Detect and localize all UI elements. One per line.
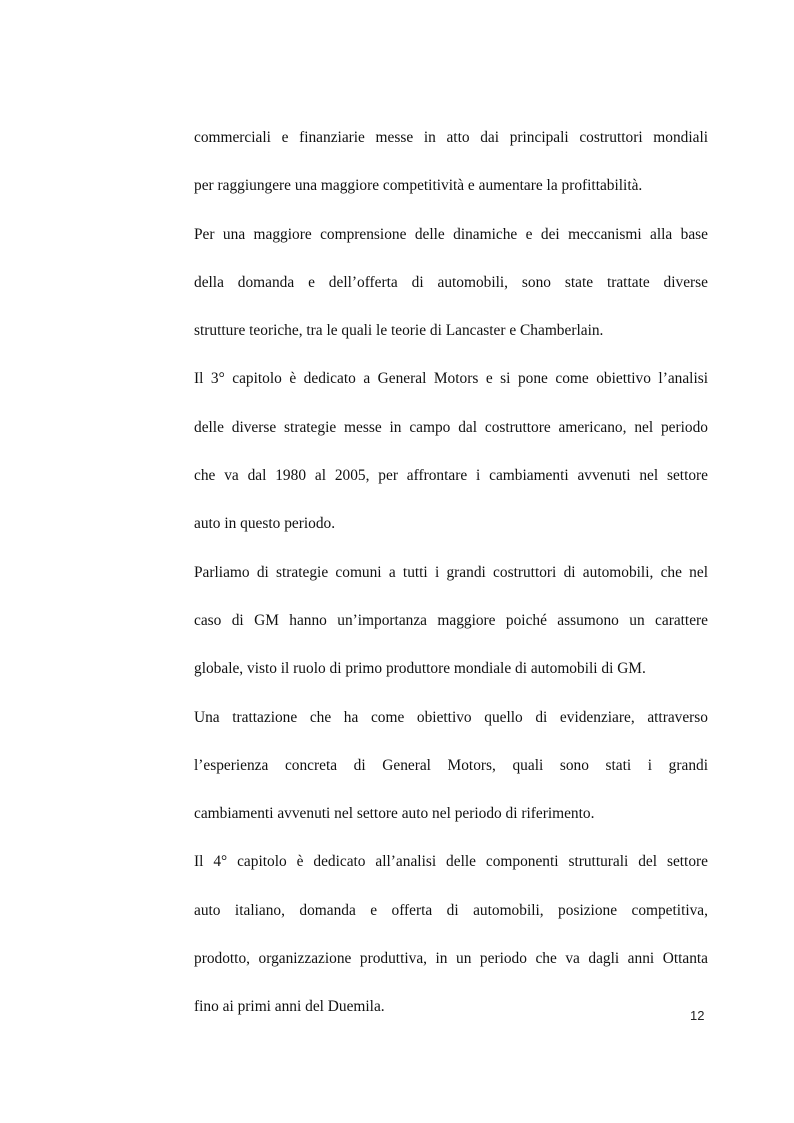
text-line: strutture teoriche, tra le quali le teorie di Lancaster e Chamberlain. <box>194 322 604 340</box>
text-line: per raggiungere una maggiore competitività e aumentare la profittabilità. <box>194 177 643 195</box>
body-text <box>194 114 708 1032</box>
text-line: fino ai primi anni del Duemila. <box>194 998 385 1016</box>
text-line: globale, visto il ruolo di primo produttore mondiale di automobili di GM. <box>194 660 646 678</box>
text-line: auto in questo periodo. <box>194 515 336 533</box>
page-number: 12 <box>690 1008 705 1023</box>
text-line: Una trattazione che ha come obiettivo quello di evidenziare, attraverso <box>194 708 708 726</box>
text-line: Il 4° capitolo è dedicato all’analisi delle componenti strutturali del settore <box>194 853 708 871</box>
text-line: commerciali e finanziarie messe in atto dai principali costruttori mondiali <box>194 129 708 146</box>
text-line: della domanda e dell’offerta di automobili, sono state trattate diverse <box>194 273 708 291</box>
text-line: cambiamenti avvenuti nel settore auto nel periodo di riferimento. <box>194 805 595 823</box>
text-line: Il 3° capitolo è dedicato a General Motors e si pone come obiettivo l’analisi <box>194 370 708 388</box>
text-line: caso di GM hanno un’importanza maggiore poiché assumono un carattere <box>194 611 708 629</box>
text-line: l’esperienza concreta di General Motors, quali sono stati i grandi <box>194 756 708 774</box>
text-line: auto italiano, domanda e offerta di automobili, posizione competitiva, <box>194 901 708 919</box>
text-line: delle diverse strategie messe in campo dal costruttore americano, nel periodo <box>194 418 708 436</box>
text-line: prodotto, organizzazione produttiva, in un periodo che va dagli anni Ottanta <box>194 950 708 968</box>
text-line: che va dal 1980 al 2005, per affrontare i cambiamenti avvenuti nel settore <box>194 467 708 485</box>
text-line: Per una maggiore comprensione delle dinamiche e dei meccanismi alla base <box>194 225 708 243</box>
text-line: Parliamo di strategie comuni a tutti i grandi costruttori di automobili, che nel <box>194 563 708 581</box>
